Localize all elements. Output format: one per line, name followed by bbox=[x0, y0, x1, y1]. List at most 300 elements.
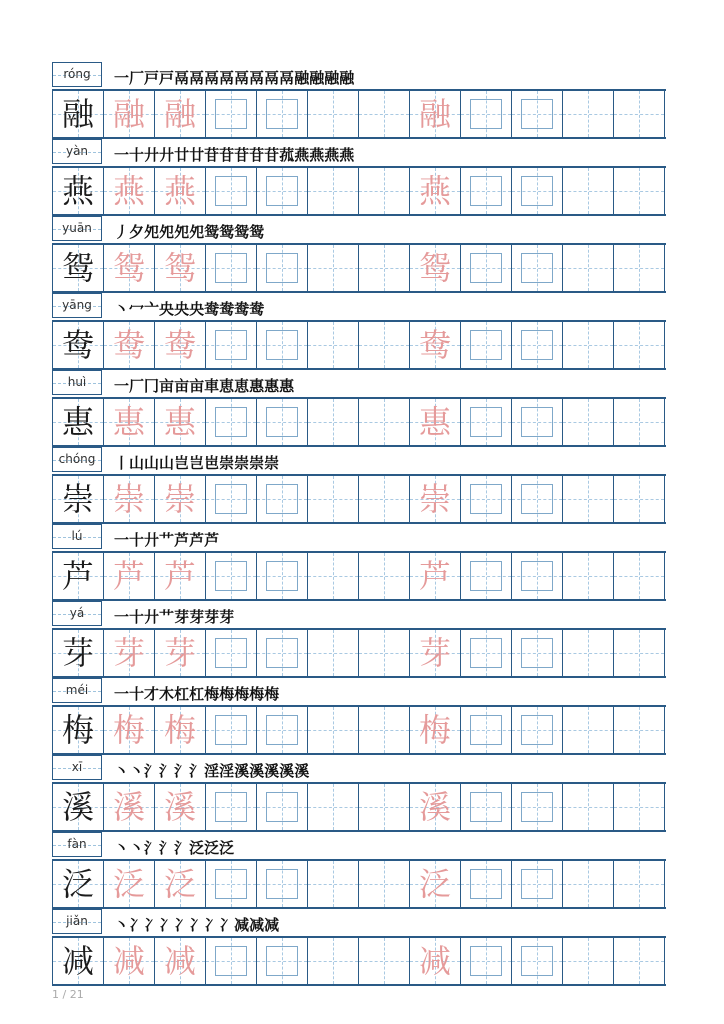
practice-cell bbox=[562, 322, 613, 368]
stroke-step: 减 bbox=[234, 916, 249, 934]
pinyin-box bbox=[52, 447, 102, 472]
inner-box bbox=[470, 484, 502, 514]
trace-character: 芽 bbox=[112, 634, 145, 672]
stroke-step: 融 bbox=[324, 69, 339, 87]
stroke-step: 梅 bbox=[234, 685, 249, 703]
practice-cell bbox=[562, 553, 613, 599]
trace-character: 溪 bbox=[112, 788, 145, 826]
practice-cell bbox=[307, 168, 358, 214]
stroke-step: 廾 bbox=[144, 146, 159, 164]
stroke-step: 芦 bbox=[204, 531, 219, 549]
model-character: 泛 bbox=[61, 865, 94, 903]
trace-character: 惠 bbox=[163, 403, 196, 441]
stroke-step: 丶 bbox=[114, 916, 129, 934]
inner-box bbox=[470, 176, 502, 206]
inner-box bbox=[266, 176, 298, 206]
trace-character: 惠 bbox=[418, 403, 451, 441]
pinyin-row bbox=[52, 832, 666, 857]
trace-character: 惠 bbox=[112, 403, 145, 441]
stroke-step: 氵 bbox=[144, 839, 159, 857]
stroke-step: 鸯 bbox=[249, 300, 264, 318]
inner-box bbox=[521, 715, 553, 745]
trace-character-cell bbox=[409, 938, 460, 984]
stroke-step: 一 bbox=[114, 146, 129, 164]
model-character: 溪 bbox=[61, 788, 94, 826]
pinyin-label: yá bbox=[69, 606, 85, 620]
practice-cell bbox=[358, 553, 409, 599]
writing-grid bbox=[52, 166, 666, 216]
practice-cell bbox=[307, 553, 358, 599]
boxed-practice-cell bbox=[511, 784, 562, 830]
trace-character-cell bbox=[103, 707, 154, 753]
stroke-step: 艹 bbox=[159, 531, 174, 549]
stroke-step: 恵 bbox=[219, 377, 234, 395]
pinyin-box bbox=[52, 678, 102, 703]
trace-character-cell bbox=[154, 91, 205, 137]
trace-character-cell bbox=[154, 476, 205, 522]
practice-cell bbox=[307, 938, 358, 984]
trace-character-cell bbox=[409, 553, 460, 599]
inner-box bbox=[470, 253, 502, 283]
practice-cell bbox=[358, 784, 409, 830]
inner-box bbox=[521, 253, 553, 283]
model-character: 融 bbox=[61, 95, 94, 133]
model-character: 芦 bbox=[61, 557, 94, 595]
inner-box bbox=[266, 869, 298, 899]
model-character-cell bbox=[52, 861, 103, 907]
stroke-step: 丶 bbox=[114, 762, 129, 780]
boxed-practice-cell bbox=[256, 784, 307, 830]
inner-box bbox=[470, 407, 502, 437]
practice-cell bbox=[307, 245, 358, 291]
stroke-step: 氵 bbox=[159, 762, 174, 780]
inner-box bbox=[215, 330, 247, 360]
inner-box bbox=[215, 253, 247, 283]
pinyin-row bbox=[52, 678, 666, 703]
stroke-step: 氵 bbox=[159, 839, 174, 857]
stroke-step: 亩 bbox=[189, 377, 204, 395]
trace-character-cell bbox=[409, 784, 460, 830]
stroke-step: 减 bbox=[264, 916, 279, 934]
inner-box bbox=[521, 99, 553, 129]
practice-cell bbox=[562, 707, 613, 753]
stroke-step: 氵 bbox=[174, 839, 189, 857]
inner-box bbox=[470, 561, 502, 591]
practice-sheet bbox=[52, 62, 666, 986]
stroke-step: 鬲 bbox=[249, 69, 264, 87]
pinyin-label: lú bbox=[71, 529, 83, 543]
stroke-step: 鬲 bbox=[264, 69, 279, 87]
trace-character: 芦 bbox=[112, 557, 145, 595]
stroke-step: 崇 bbox=[264, 454, 279, 472]
practice-cell bbox=[613, 399, 665, 445]
pinyin-row bbox=[52, 447, 666, 472]
practice-cell bbox=[562, 168, 613, 214]
stroke-step: 氵 bbox=[174, 762, 189, 780]
practice-cell bbox=[613, 630, 665, 676]
trace-character-cell bbox=[409, 399, 460, 445]
trace-character: 溪 bbox=[418, 788, 451, 826]
stroke-order bbox=[114, 681, 278, 703]
writing-grid bbox=[52, 936, 666, 986]
boxed-practice-cell bbox=[511, 322, 562, 368]
trace-character: 减 bbox=[163, 942, 196, 980]
inner-box bbox=[521, 946, 553, 976]
stroke-step: 一 bbox=[114, 608, 129, 626]
pinyin-label: fàn bbox=[67, 837, 87, 851]
trace-character: 融 bbox=[112, 95, 145, 133]
trace-character: 芽 bbox=[418, 634, 451, 672]
boxed-practice-cell bbox=[205, 861, 256, 907]
stroke-step: 苷 bbox=[234, 146, 249, 164]
pinyin-row bbox=[52, 370, 666, 395]
boxed-practice-cell bbox=[460, 91, 511, 137]
pinyin-row bbox=[52, 216, 666, 241]
stroke-step: 鸳 bbox=[219, 223, 234, 241]
trace-character-cell bbox=[103, 322, 154, 368]
practice-cell bbox=[307, 399, 358, 445]
writing-grid bbox=[52, 89, 666, 139]
pinyin-label: chóng bbox=[58, 452, 96, 466]
stroke-order bbox=[114, 758, 308, 780]
practice-cell bbox=[613, 245, 665, 291]
trace-character-cell bbox=[103, 630, 154, 676]
boxed-practice-cell bbox=[511, 399, 562, 445]
pinyin-label: yàn bbox=[65, 144, 89, 158]
trace-character: 燕 bbox=[163, 172, 196, 210]
practice-cell bbox=[358, 322, 409, 368]
practice-cell bbox=[358, 245, 409, 291]
character-entry bbox=[52, 216, 666, 293]
stroke-step: 冫 bbox=[204, 916, 219, 934]
practice-cell bbox=[307, 784, 358, 830]
pinyin-box bbox=[52, 832, 102, 857]
writing-grid bbox=[52, 243, 666, 293]
boxed-practice-cell bbox=[205, 399, 256, 445]
trace-character: 鸯 bbox=[112, 326, 145, 364]
pinyin-label: róng bbox=[63, 67, 91, 81]
stroke-step: 戸 bbox=[159, 69, 174, 87]
stroke-step: 苷 bbox=[219, 146, 234, 164]
boxed-practice-cell bbox=[256, 91, 307, 137]
stroke-step: 融 bbox=[309, 69, 324, 87]
practice-cell bbox=[358, 91, 409, 137]
practice-cell bbox=[358, 630, 409, 676]
stroke-step: 惠 bbox=[249, 377, 264, 395]
inner-box bbox=[266, 561, 298, 591]
inner-box bbox=[266, 253, 298, 283]
stroke-step: 十 bbox=[129, 146, 144, 164]
trace-character-cell bbox=[409, 168, 460, 214]
stroke-step: 融 bbox=[294, 69, 309, 87]
trace-character: 崇 bbox=[112, 480, 145, 518]
stroke-step: 岂 bbox=[189, 454, 204, 472]
stroke-step: 鸳 bbox=[204, 223, 219, 241]
stroke-step: 丿 bbox=[114, 223, 129, 241]
inner-box bbox=[266, 638, 298, 668]
stroke-step: 燕 bbox=[339, 146, 354, 164]
boxed-practice-cell bbox=[460, 707, 511, 753]
pinyin-row bbox=[52, 293, 666, 318]
pinyin-row bbox=[52, 909, 666, 934]
model-character-cell bbox=[52, 245, 103, 291]
stroke-step: 冫 bbox=[144, 916, 159, 934]
stroke-step: 丶 bbox=[114, 839, 129, 857]
page-number: 1 / 21 bbox=[52, 988, 84, 1001]
boxed-practice-cell bbox=[256, 553, 307, 599]
stroke-step: 夗 bbox=[174, 223, 189, 241]
practice-cell bbox=[613, 322, 665, 368]
stroke-step: 淫 bbox=[204, 762, 219, 780]
trace-character-cell bbox=[103, 784, 154, 830]
model-character: 梅 bbox=[61, 711, 94, 749]
trace-character: 泛 bbox=[112, 865, 145, 903]
inner-box bbox=[215, 792, 247, 822]
boxed-practice-cell bbox=[256, 938, 307, 984]
character-entry bbox=[52, 832, 666, 909]
stroke-step: 燕 bbox=[294, 146, 309, 164]
stroke-step: 苷 bbox=[264, 146, 279, 164]
pinyin-row bbox=[52, 601, 666, 626]
boxed-practice-cell bbox=[460, 168, 511, 214]
model-character-cell bbox=[52, 476, 103, 522]
stroke-order bbox=[114, 835, 233, 857]
practice-cell bbox=[562, 630, 613, 676]
boxed-practice-cell bbox=[460, 784, 511, 830]
stroke-order bbox=[114, 912, 278, 934]
stroke-step: 鸯 bbox=[204, 300, 219, 318]
inner-box bbox=[266, 99, 298, 129]
stroke-step: 山 bbox=[159, 454, 174, 472]
trace-character: 崇 bbox=[163, 480, 196, 518]
boxed-practice-cell bbox=[256, 861, 307, 907]
stroke-step: 丶 bbox=[129, 839, 144, 857]
model-character-cell bbox=[52, 553, 103, 599]
stroke-step: 恵 bbox=[234, 377, 249, 395]
trace-character: 芦 bbox=[163, 557, 196, 595]
stroke-step: 亠 bbox=[144, 300, 159, 318]
model-character: 崇 bbox=[61, 480, 94, 518]
trace-character: 芽 bbox=[163, 634, 196, 672]
character-entry bbox=[52, 678, 666, 755]
practice-cell bbox=[358, 399, 409, 445]
stroke-step: 一 bbox=[114, 531, 129, 549]
trace-character-cell bbox=[103, 245, 154, 291]
writing-grid bbox=[52, 859, 666, 909]
stroke-step: 鬲 bbox=[204, 69, 219, 87]
stroke-step: 冫 bbox=[219, 916, 234, 934]
inner-box bbox=[215, 869, 247, 899]
stroke-step: 十 bbox=[129, 608, 144, 626]
boxed-practice-cell bbox=[256, 168, 307, 214]
practice-cell bbox=[613, 861, 665, 907]
practice-cell bbox=[562, 938, 613, 984]
inner-box bbox=[470, 330, 502, 360]
stroke-step: 厂 bbox=[129, 69, 144, 87]
boxed-practice-cell bbox=[205, 476, 256, 522]
inner-box bbox=[470, 946, 502, 976]
trace-character-cell bbox=[409, 322, 460, 368]
stroke-step: 岜 bbox=[204, 454, 219, 472]
model-character-cell bbox=[52, 322, 103, 368]
stroke-step: 丨 bbox=[114, 454, 129, 472]
trace-character-cell bbox=[154, 938, 205, 984]
stroke-order bbox=[114, 527, 218, 549]
trace-character: 崇 bbox=[418, 480, 451, 518]
trace-character-cell bbox=[103, 938, 154, 984]
pinyin-row bbox=[52, 139, 666, 164]
boxed-practice-cell bbox=[511, 630, 562, 676]
stroke-step: 苷 bbox=[249, 146, 264, 164]
stroke-step: 山 bbox=[129, 454, 144, 472]
trace-character-cell bbox=[103, 399, 154, 445]
character-entry bbox=[52, 62, 666, 139]
trace-character: 减 bbox=[112, 942, 145, 980]
stroke-order bbox=[114, 450, 278, 472]
stroke-step: 鸳 bbox=[234, 223, 249, 241]
boxed-practice-cell bbox=[205, 553, 256, 599]
inner-box bbox=[215, 561, 247, 591]
boxed-practice-cell bbox=[205, 630, 256, 676]
stroke-step: 杠 bbox=[174, 685, 189, 703]
pinyin-row bbox=[52, 62, 666, 87]
trace-character: 鸯 bbox=[163, 326, 196, 364]
inner-box bbox=[470, 715, 502, 745]
character-entry bbox=[52, 293, 666, 370]
boxed-practice-cell bbox=[205, 168, 256, 214]
stroke-step: 溪 bbox=[264, 762, 279, 780]
boxed-practice-cell bbox=[460, 245, 511, 291]
pinyin-box bbox=[52, 601, 102, 626]
stroke-step: 惠 bbox=[279, 377, 294, 395]
boxed-practice-cell bbox=[256, 707, 307, 753]
stroke-step: 惠 bbox=[264, 377, 279, 395]
inner-box bbox=[521, 330, 553, 360]
inner-box bbox=[215, 99, 247, 129]
practice-cell bbox=[562, 784, 613, 830]
inner-box bbox=[470, 99, 502, 129]
pinyin-box bbox=[52, 62, 102, 87]
practice-cell bbox=[307, 91, 358, 137]
inner-box bbox=[266, 484, 298, 514]
character-entry bbox=[52, 447, 666, 524]
stroke-order bbox=[114, 219, 263, 241]
stroke-step: 冫 bbox=[189, 916, 204, 934]
trace-character: 融 bbox=[418, 95, 451, 133]
stroke-step: 杠 bbox=[189, 685, 204, 703]
stroke-step: 梅 bbox=[219, 685, 234, 703]
stroke-step: 冖 bbox=[129, 300, 144, 318]
practice-cell bbox=[562, 245, 613, 291]
pinyin-row bbox=[52, 524, 666, 549]
stroke-step: 夗 bbox=[159, 223, 174, 241]
stroke-step: 鬲 bbox=[189, 69, 204, 87]
stroke-step: 淫 bbox=[219, 762, 234, 780]
practice-cell bbox=[613, 938, 665, 984]
boxed-practice-cell bbox=[460, 476, 511, 522]
trace-character: 燕 bbox=[112, 172, 145, 210]
pinyin-box bbox=[52, 909, 102, 934]
trace-character: 梅 bbox=[112, 711, 145, 749]
boxed-practice-cell bbox=[460, 938, 511, 984]
practice-cell bbox=[307, 476, 358, 522]
boxed-practice-cell bbox=[511, 938, 562, 984]
practice-cell bbox=[562, 91, 613, 137]
stroke-order bbox=[114, 142, 353, 164]
model-character: 燕 bbox=[61, 172, 94, 210]
trace-character-cell bbox=[409, 91, 460, 137]
model-character-cell bbox=[52, 399, 103, 445]
trace-character-cell bbox=[154, 784, 205, 830]
stroke-step: 芦 bbox=[174, 531, 189, 549]
inner-box bbox=[215, 946, 247, 976]
boxed-practice-cell bbox=[460, 322, 511, 368]
trace-character-cell bbox=[103, 168, 154, 214]
stroke-step: 央 bbox=[159, 300, 174, 318]
stroke-step: 一 bbox=[114, 685, 129, 703]
trace-character-cell bbox=[103, 91, 154, 137]
practice-cell bbox=[562, 399, 613, 445]
practice-cell bbox=[613, 553, 665, 599]
stroke-step: 溪 bbox=[279, 762, 294, 780]
practice-cell bbox=[613, 91, 665, 137]
stroke-step: 溪 bbox=[294, 762, 309, 780]
stroke-step: 廿 bbox=[174, 146, 189, 164]
trace-character: 减 bbox=[418, 942, 451, 980]
stroke-step: 一 bbox=[114, 377, 129, 395]
boxed-practice-cell bbox=[205, 784, 256, 830]
stroke-step: 山 bbox=[144, 454, 159, 472]
trace-character-cell bbox=[409, 245, 460, 291]
pinyin-label: xī bbox=[71, 760, 83, 774]
inner-box bbox=[521, 792, 553, 822]
boxed-practice-cell bbox=[511, 476, 562, 522]
practice-cell bbox=[358, 938, 409, 984]
trace-character-cell bbox=[103, 476, 154, 522]
practice-cell bbox=[613, 168, 665, 214]
pinyin-box bbox=[52, 524, 102, 549]
stroke-step: 梅 bbox=[264, 685, 279, 703]
inner-box bbox=[470, 869, 502, 899]
pinyin-box bbox=[52, 139, 102, 164]
stroke-step: 燕 bbox=[309, 146, 324, 164]
inner-box bbox=[521, 561, 553, 591]
stroke-step: 岂 bbox=[174, 454, 189, 472]
stroke-step: 丶 bbox=[114, 300, 129, 318]
stroke-step: 厂 bbox=[129, 377, 144, 395]
stroke-step: 艹 bbox=[159, 608, 174, 626]
trace-character: 鸳 bbox=[418, 249, 451, 287]
stroke-step: 夗 bbox=[189, 223, 204, 241]
boxed-practice-cell bbox=[256, 476, 307, 522]
stroke-step: 融 bbox=[339, 69, 354, 87]
stroke-step: 廾 bbox=[144, 531, 159, 549]
stroke-step: 梅 bbox=[204, 685, 219, 703]
inner-box bbox=[470, 792, 502, 822]
inner-box bbox=[215, 715, 247, 745]
model-character-cell bbox=[52, 938, 103, 984]
inner-box bbox=[266, 946, 298, 976]
boxed-practice-cell bbox=[511, 245, 562, 291]
stroke-order bbox=[114, 373, 293, 395]
stroke-step: 溪 bbox=[234, 762, 249, 780]
writing-grid bbox=[52, 628, 666, 678]
writing-grid bbox=[52, 551, 666, 601]
inner-box bbox=[521, 407, 553, 437]
inner-box bbox=[266, 407, 298, 437]
boxed-practice-cell bbox=[256, 399, 307, 445]
boxed-practice-cell bbox=[205, 322, 256, 368]
